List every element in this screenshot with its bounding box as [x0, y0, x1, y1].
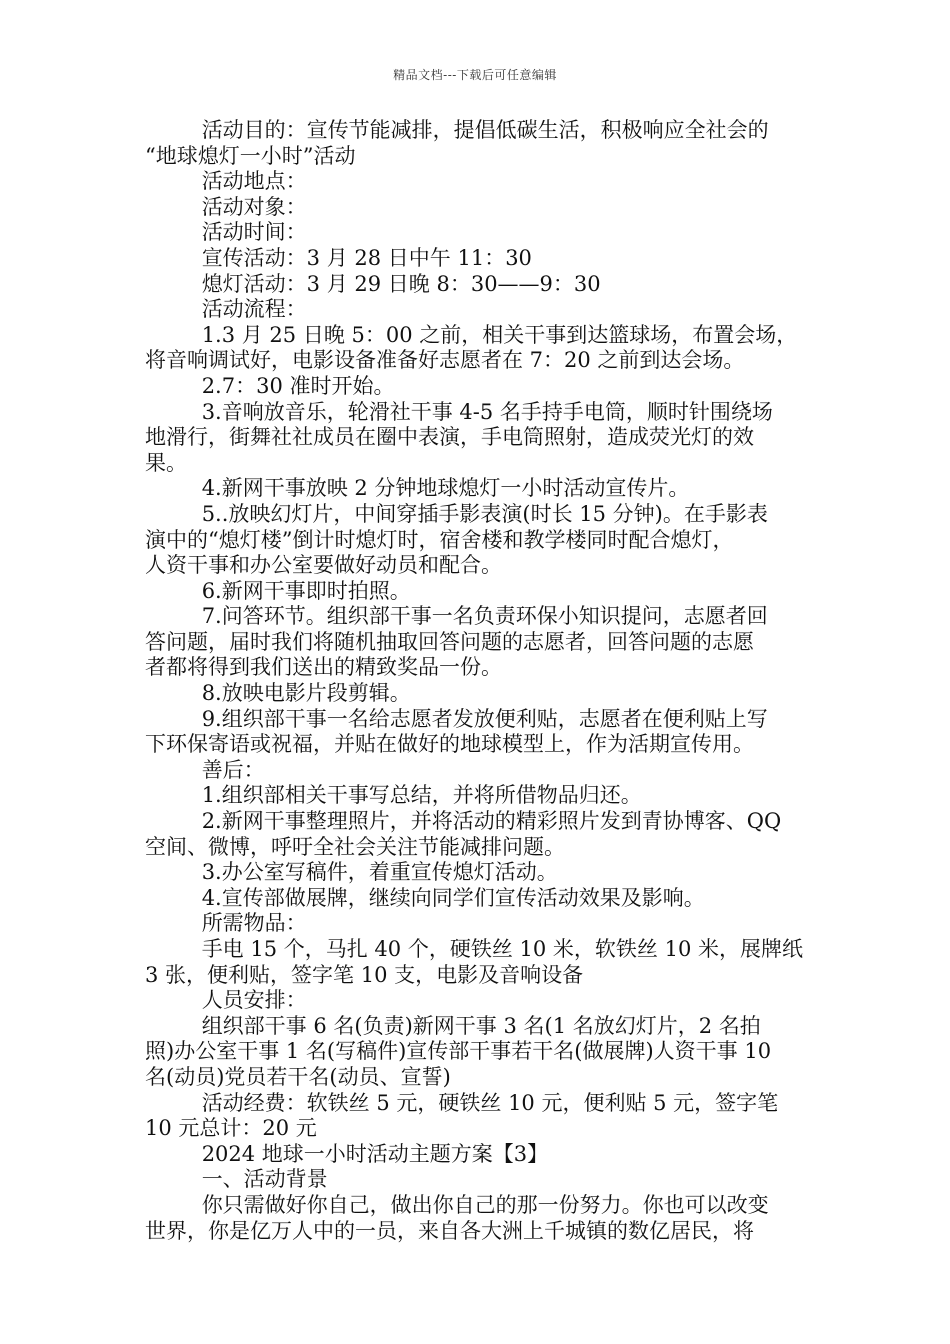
- text-line: 活动地点：: [201, 169, 307, 194]
- text-line: 果。: [145, 450, 187, 475]
- text-line: 4.宣传部做展牌，继续向同学们宣传活动效果及影响。: [201, 885, 705, 910]
- text-line: 手电 15 个，马扎 40 个，硬铁丝 10 米，软铁丝 10 米，展牌纸: [201, 937, 803, 961]
- text-line: “地球熄灯一小时”活动: [145, 143, 356, 168]
- text-line: 2.新网干事整理照片，并将活动的精彩照片发到青协博客、QQ: [201, 809, 782, 834]
- text-line: 3 张，便利贴，签字笔 10 支，电影及音响设备: [145, 962, 584, 987]
- text-line: 2.7：30 准时开始。: [201, 373, 395, 398]
- text-line: 熄灯活动：3 月 29 日晚 8：30——9：30: [201, 271, 601, 296]
- text-line: 空间、微博，呼吁全社会关注节能减排问题。: [145, 834, 565, 859]
- text-line: 一、活动背景: [201, 1167, 328, 1192]
- document-body: [145, 118, 807, 1244]
- text-line: 3.音响放音乐，轮滑社干事 4-5 名手持手电筒，顺时针围绕场: [201, 399, 773, 424]
- text-line: 活动目的：宣传节能减排，提倡低碳生活，积极响应全社会的: [201, 118, 769, 142]
- text-line: 演中的“熄灯楼”倒计时熄灯时，宿舍楼和教学楼同时配合熄灯，: [145, 527, 734, 552]
- text-line: 人员安排：: [201, 988, 307, 1013]
- text-line: 3.办公室写稿件，着重宣传熄灯活动。: [201, 860, 558, 885]
- text-line: 9.组织部干事一名给志愿者发放便利贴，志愿者在便利贴上写: [201, 706, 768, 731]
- text-line: 者都将得到我们送出的精致奖品一份。: [145, 655, 502, 680]
- text-line: 善后：: [201, 757, 265, 782]
- text-line: 活动经费：软铁丝 5 元，硬铁丝 10 元，便利贴 5 元，签字笔: [201, 1090, 779, 1115]
- text-line: 照)办公室干事 1 名(写稿件)宣传部干事若干名(做展牌)人资干事 10: [145, 1039, 772, 1064]
- text-line: 世界，你是亿万人中的一员，来自各大洲上千城镇的数亿居民，将: [145, 1218, 754, 1243]
- text-line: 答问题，届时我们将随机抽取回答问题的志愿者，回答问题的志愿: [145, 629, 754, 654]
- text-line: 5..放映幻灯片，中间穿插手影表演(时长 15 分钟)。在手影表: [201, 501, 768, 526]
- text-line: 下环保寄语或祝福，并贴在做好的地球模型上，作为活期宣传用。: [145, 732, 754, 757]
- text-line: 名(动员)党员若干名(动员、宣誓): [145, 1064, 451, 1089]
- text-line: 宣传活动：3 月 28 日中午 11：30: [201, 245, 532, 270]
- text-line: 将音响调试好，电影设备准备好志愿者在 7：20 之前到达会场。: [145, 348, 745, 373]
- text-line: 4.新网干事放映 2 分钟地球熄灯一小时活动宣传片。: [201, 476, 690, 501]
- text-line: 活动时间：: [201, 220, 307, 245]
- text-line: 活动流程：: [201, 297, 307, 322]
- text-line: 地滑行，街舞社社成员在圈中表演，手电筒照射，造成荧光灯的效: [145, 425, 754, 450]
- text-line: 所需物品：: [201, 911, 307, 936]
- text-line: 7.问答环节。组织部干事一名负责环保小知识提问，志愿者回: [201, 604, 768, 629]
- page-header: 精品文档---下载后可任意编辑: [393, 68, 557, 82]
- text-line: 你只需做好你自己，做出你自己的那一份努力。你也可以改变: [201, 1192, 769, 1217]
- text-line: 6.新网干事即时拍照。: [201, 578, 411, 603]
- text-line: 1.组织部相关干事写总结，并将所借物品归还。: [201, 783, 642, 808]
- text-line: 活动对象：: [201, 194, 307, 219]
- text-line: 10 元总计：20 元: [145, 1116, 317, 1141]
- text-line: 8.放映电影片段剪辑。: [201, 681, 411, 706]
- text-line: 人资干事和办公室要做好动员和配合。: [145, 553, 502, 578]
- text-line: 2024 地球一小时活动主题方案【3】: [201, 1141, 549, 1166]
- text-line: 1.3 月 25 日晚 5：00 之前，相关干事到达篮球场，布置会场，: [201, 322, 798, 347]
- text-line: 组织部干事 6 名(负责)新网干事 3 名(1 名放幻灯片，2 名拍: [201, 1013, 761, 1038]
